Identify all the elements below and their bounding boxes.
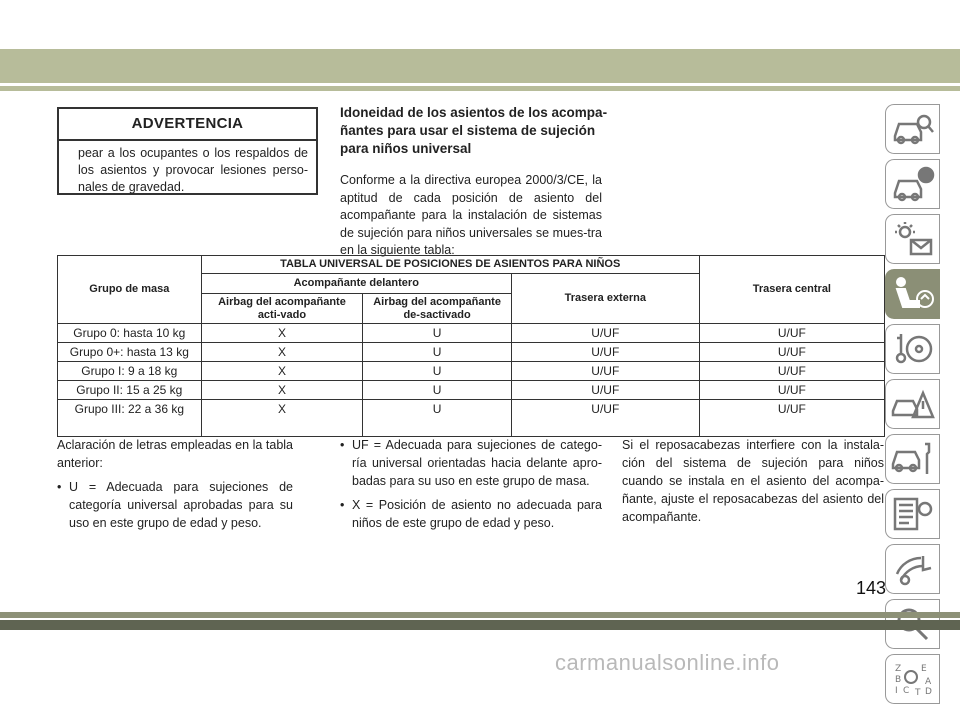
header-main: TABLA UNIVERSAL DE POSICIONES DE ASIENTOS PARA NIÑOS xyxy=(201,256,699,274)
cell-airbag-on: X xyxy=(201,343,363,362)
bullet-dot: • xyxy=(340,498,345,512)
table-row xyxy=(58,343,885,362)
cell-airbag-off: U xyxy=(363,400,512,437)
child-seat-table xyxy=(57,255,885,437)
cell-airbag-off: U xyxy=(363,362,512,381)
header-band xyxy=(0,49,960,83)
cell-airbag-on: X xyxy=(201,362,363,381)
svg-text:I: I xyxy=(894,686,898,696)
legend-column-2 xyxy=(340,436,602,532)
legend-u-text: U = Adecuada para sujeciones de categoría universal aprobadas para su uso en este grupo de edad y peso. xyxy=(69,480,293,530)
cell-group: Grupo II: 15 a 25 kg xyxy=(58,381,202,400)
header-rear-center: Trasera central xyxy=(699,256,884,324)
chapter-tabs xyxy=(885,104,941,709)
note-column xyxy=(622,436,884,532)
header-airbag-off: Airbag del acompañante de-sactivado xyxy=(363,294,512,324)
svg-text:B: B xyxy=(894,675,901,685)
table-row xyxy=(58,324,885,343)
car-wrench-icon[interactable] xyxy=(885,434,940,484)
cell-rear-ext: U/UF xyxy=(511,400,699,437)
legend-item-u xyxy=(57,478,293,532)
headrest-note: Si el reposacabezas interfiere con la instala-ción del sistema de sujeción para niños cuando se instala en el asiento del acompa-ñante, ajuste el reposacabezas del asiento del acompañante. xyxy=(622,438,884,524)
footer-band xyxy=(0,612,960,618)
cell-airbag-off: U xyxy=(363,343,512,362)
legend-item-x xyxy=(340,496,602,532)
cell-group: Grupo I: 9 a 18 kg xyxy=(58,362,202,381)
car-warning-triangle-icon[interactable] xyxy=(885,379,940,429)
cell-rear-center: U/UF xyxy=(699,362,884,381)
svg-text:Z: Z xyxy=(894,664,901,674)
cell-airbag-on: X xyxy=(201,381,363,400)
cell-group: Grupo 0: hasta 10 kg xyxy=(58,324,202,343)
seat-safety-icon[interactable] xyxy=(885,269,940,319)
cell-rear-center: U/UF xyxy=(699,400,884,437)
section-heading: Idoneidad de los asientos de los acompa-ñantes para usar el sistema de sujeción para niños universal xyxy=(340,105,608,156)
bullet-dot: • xyxy=(340,438,345,452)
table-row xyxy=(58,400,885,437)
legend-item-uf xyxy=(340,436,602,490)
cell-rear-ext: U/UF xyxy=(511,381,699,400)
cell-group: Grupo 0+: hasta 13 kg xyxy=(58,343,202,362)
media-phone-icon[interactable] xyxy=(885,544,940,594)
footer-band-dark xyxy=(0,620,960,630)
warning-text: pear a los ocupantes o los respaldos de los asientos y provocar lesiones perso-nales de gravedad. xyxy=(78,146,308,194)
svg-text:D: D xyxy=(924,687,932,697)
legend-x-text: X = Posición de asiento no adecuada para niños de este grupo de edad y peso. xyxy=(352,498,602,530)
bullet-dot: • xyxy=(57,480,62,494)
cell-rear-ext: U/UF xyxy=(511,362,699,381)
svg-text:E: E xyxy=(920,664,927,674)
cell-airbag-on: X xyxy=(201,324,363,343)
car-search-icon[interactable] xyxy=(885,104,940,154)
warning-box xyxy=(57,107,318,195)
header-group: Grupo de masa xyxy=(58,256,202,324)
cell-airbag-off: U xyxy=(363,381,512,400)
header-front: Acompañante delantero xyxy=(201,274,511,294)
svg-text:A: A xyxy=(924,677,931,687)
cell-airbag-on: X xyxy=(201,400,363,437)
table-row xyxy=(58,362,885,381)
header-airbag-on: Airbag del acompañante acti-vado xyxy=(201,294,363,324)
cell-airbag-off: U xyxy=(363,324,512,343)
checklist-gear-icon[interactable] xyxy=(885,489,940,539)
index-alphabet-icon[interactable] xyxy=(885,654,940,704)
cell-rear-ext: U/UF xyxy=(511,343,699,362)
legend-intro: Aclaración de letras empleadas en la tabla anterior: xyxy=(57,438,293,470)
key-steering-wheel-icon[interactable] xyxy=(885,324,940,374)
legend-uf-text: UF = Adecuada para sujeciones de catego-ría universal orientadas hacia delante apro-badas para su uso en este grupo de masa. xyxy=(352,438,602,488)
watermark: carmanualsonline.info xyxy=(555,650,780,675)
header-rear-ext: Trasera externa xyxy=(511,274,699,324)
section-intro: Conforme a la directiva europea 2000/3/CE, la aptitud de cada posición de asiento del acompañante para la instalación de sistemas de sujeción para niños universales se mues-tra en la siguiente tabla: xyxy=(340,173,602,257)
svg-text:C: C xyxy=(902,686,909,696)
table-row xyxy=(58,381,885,400)
warning-title: ADVERTENCIA xyxy=(59,109,316,141)
warning-light-mail-icon[interactable] xyxy=(885,214,940,264)
car-info-icon[interactable] xyxy=(885,159,940,209)
cell-rear-center: U/UF xyxy=(699,324,884,343)
cell-rear-ext: U/UF xyxy=(511,324,699,343)
cell-rear-center: U/UF xyxy=(699,343,884,362)
cell-rear-center: U/UF xyxy=(699,381,884,400)
legend-column-1 xyxy=(57,436,293,532)
header-line xyxy=(0,86,960,91)
cell-group: Grupo III: 22 a 36 kg xyxy=(58,400,202,437)
page-number: 143 xyxy=(856,578,887,598)
svg-text:T: T xyxy=(914,688,920,698)
